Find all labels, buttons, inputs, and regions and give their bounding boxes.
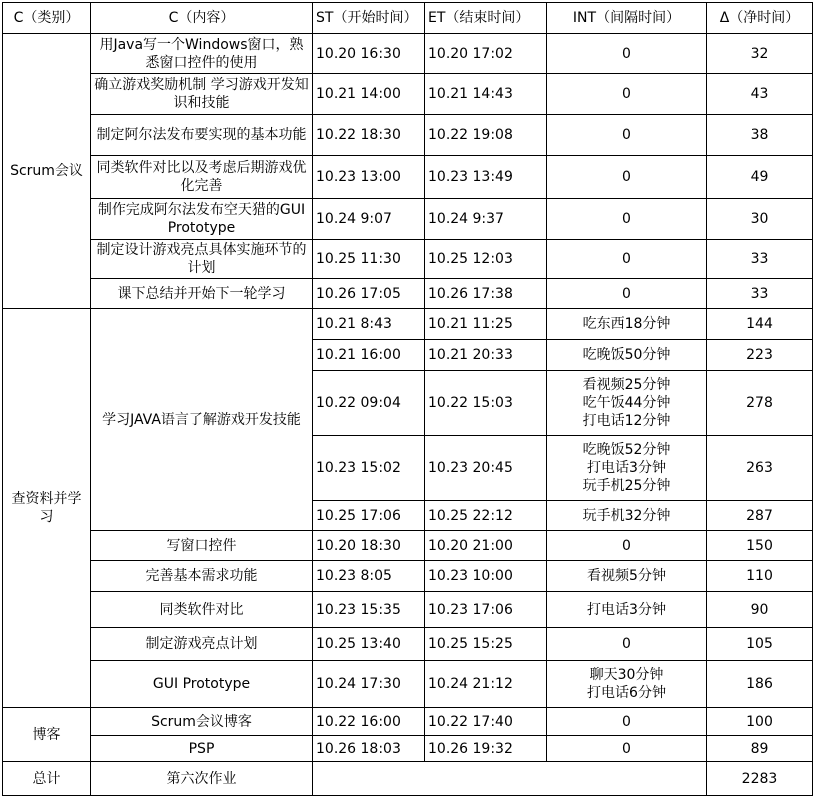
content-cell: 完善基本需求功能: [91, 561, 313, 592]
content-cell: 制定设计游戏亮点具体实施环节的计划: [91, 240, 313, 279]
interval-text: 吃晚饭52分钟: [582, 442, 671, 458]
start-time-cell: 10.25 17:06: [313, 501, 425, 531]
interval-cell: [547, 199, 707, 240]
end-time-cell: 10.21 20:33: [425, 340, 547, 371]
start-time-cell: 10.21 16:00: [313, 340, 425, 371]
content-cell: PSP: [91, 736, 313, 762]
interval-text: 0: [622, 45, 631, 62]
net-time-cell: 186: [707, 661, 813, 708]
interval-cell: [547, 708, 707, 736]
interval-text: 0: [622, 211, 631, 227]
content-cell-java-study: 学习JAVA语言了解游戏开发技能: [91, 309, 313, 531]
content-cell: GUI Prototype: [91, 661, 313, 708]
interval-text: 看视频25分钟: [582, 377, 671, 393]
total-category-cell: 总计: [3, 762, 91, 796]
interval-text: 打电话12分钟: [582, 413, 671, 429]
interval-text: 0: [622, 169, 631, 185]
net-time-cell: 287: [707, 501, 813, 531]
end-time-cell: 10.24 21:12: [425, 661, 547, 708]
table-row: [3, 279, 813, 309]
table-row: [3, 628, 813, 661]
start-time-cell: 10.21 8:43: [313, 309, 425, 340]
interval-cell: [547, 156, 707, 199]
start-time-cell: 10.20 18:30: [313, 531, 425, 561]
end-time-cell: 10.20 21:00: [425, 531, 547, 561]
end-time-cell: 10.22 15:03: [425, 371, 547, 436]
table-row: [3, 156, 813, 199]
start-time-cell: 10.26 18:03: [313, 736, 425, 762]
interval-text: 0: [622, 86, 631, 102]
content-cell: 同类软件对比以及考虑后期游戏优化完善: [91, 156, 313, 199]
header-end-time: ET（结束时间）: [425, 3, 547, 34]
net-time-cell: 105: [707, 628, 813, 661]
header-net-time: Δ（净时间）: [707, 3, 813, 34]
header-start-time: ST（开始时间）: [313, 3, 425, 34]
interval-cell: [547, 501, 707, 531]
category-cell-blog: 博客: [3, 708, 91, 762]
psp-time-log-table: [2, 2, 813, 796]
interval-text: 0: [622, 285, 631, 302]
net-time-cell: 144: [707, 309, 813, 340]
net-time-cell: 89: [707, 736, 813, 762]
table-row: [3, 74, 813, 115]
start-time-cell: 10.25 13:40: [313, 628, 425, 661]
net-time-cell: 263: [707, 436, 813, 501]
interval-text: 0: [622, 740, 631, 757]
interval-cell: [547, 661, 707, 708]
total-row: [3, 762, 813, 796]
end-time-cell: 10.26 19:32: [425, 736, 547, 762]
interval-text: 0: [622, 251, 631, 267]
content-cell: 用Java写一个Windows窗口，熟悉窗口控件的使用: [91, 34, 313, 74]
end-time-cell: 10.23 17:06: [425, 592, 547, 628]
interval-text: 吃东西18分钟: [582, 316, 671, 332]
net-time-cell: 38: [707, 115, 813, 156]
content-cell: 制定游戏亮点计划: [91, 628, 313, 661]
start-time-cell: 10.24 17:30: [313, 661, 425, 708]
category-cell-scrum: Scrum会议: [3, 34, 91, 309]
table-row: [3, 115, 813, 156]
start-time-cell: 10.23 8:05: [313, 561, 425, 592]
end-time-cell: 10.22 17:40: [425, 708, 547, 736]
net-time-cell: 150: [707, 531, 813, 561]
interval-cell: [547, 74, 707, 115]
start-time-cell: 10.22 18:30: [313, 115, 425, 156]
interval-text: 打电话3分钟: [587, 601, 666, 618]
header-row: [3, 3, 813, 34]
interval-cell: [547, 309, 707, 340]
interval-cell: [547, 371, 707, 436]
category-cell-research: 查资料并学习: [3, 309, 91, 708]
end-time-cell: 10.22 19:08: [425, 115, 547, 156]
content-cell: 确立游戏奖励机制 学习游戏开发知识和技能: [91, 74, 313, 115]
net-time-cell: 32: [707, 34, 813, 74]
table-row: [3, 199, 813, 240]
end-time-cell: 10.23 13:49: [425, 156, 547, 199]
start-time-cell: 10.20 16:30: [313, 34, 425, 74]
header-category: C（类别）: [3, 3, 91, 34]
net-time-cell: 90: [707, 592, 813, 628]
table-row: [3, 592, 813, 628]
total-content-cell: 第六次作业: [91, 762, 313, 796]
end-time-cell: 10.24 9:37: [425, 199, 547, 240]
interval-cell: [547, 561, 707, 592]
start-time-cell: 10.25 11:30: [313, 240, 425, 279]
content-cell: 制作完成阿尔法发布空天猎的GUI Prototype: [91, 199, 313, 240]
start-time-cell: 10.23 15:35: [313, 592, 425, 628]
table-row: [3, 708, 813, 736]
table-row: [3, 309, 813, 340]
content-cell: 课下总结并开始下一轮学习: [91, 279, 313, 309]
interval-cell: [547, 240, 707, 279]
content-cell: 制定阿尔法发布要实现的基本功能: [91, 115, 313, 156]
interval-cell: [547, 115, 707, 156]
interval-text: 玩手机25分钟: [582, 478, 671, 494]
end-time-cell: 10.25 15:25: [425, 628, 547, 661]
interval-cell: [547, 34, 707, 74]
header-content: C（内容）: [91, 3, 313, 34]
interval-cell: [547, 736, 707, 762]
total-net-time-cell: 2283: [707, 762, 813, 796]
net-time-cell: 278: [707, 371, 813, 436]
net-time-cell: 33: [707, 240, 813, 279]
interval-text: 打电话3分钟: [587, 460, 666, 476]
table-row: [3, 736, 813, 762]
content-cell: Scrum会议博客: [91, 708, 313, 736]
end-time-cell: 10.23 10:00: [425, 561, 547, 592]
table-row: [3, 240, 813, 279]
interval-text: 看视频5分钟: [587, 568, 666, 584]
net-time-cell: 100: [707, 708, 813, 736]
start-time-cell: 10.23 15:02: [313, 436, 425, 501]
start-time-cell: 10.23 13:00: [313, 156, 425, 199]
end-time-cell: 10.25 12:03: [425, 240, 547, 279]
net-time-cell: 49: [707, 156, 813, 199]
net-time-cell: 43: [707, 74, 813, 115]
interval-text: 0: [622, 127, 631, 143]
start-time-cell: 10.24 9:07: [313, 199, 425, 240]
table-row: [3, 34, 813, 74]
start-time-cell: 10.22 16:00: [313, 708, 425, 736]
net-time-cell: 110: [707, 561, 813, 592]
end-time-cell: 10.26 17:38: [425, 279, 547, 309]
total-empty-cell: [313, 762, 707, 796]
interval-text: 0: [622, 713, 631, 730]
interval-cell: [547, 436, 707, 501]
header-interval: INT（间隔时间）: [547, 3, 707, 34]
end-time-cell: 10.25 22:12: [425, 501, 547, 531]
start-time-cell: 10.26 17:05: [313, 279, 425, 309]
interval-cell: [547, 628, 707, 661]
interval-cell: [547, 592, 707, 628]
start-time-cell: 10.22 09:04: [313, 371, 425, 436]
interval-text: 聊天30分钟: [589, 667, 664, 683]
end-time-cell: 10.23 20:45: [425, 436, 547, 501]
content-cell: 同类软件对比: [91, 592, 313, 628]
start-time-cell: 10.21 14:00: [313, 74, 425, 115]
table-row: [3, 661, 813, 708]
interval-cell: [547, 340, 707, 371]
net-time-cell: 30: [707, 199, 813, 240]
table-row: [3, 561, 813, 592]
end-time-cell: 10.21 11:25: [425, 309, 547, 340]
interval-cell: [547, 531, 707, 561]
interval-cell: [547, 279, 707, 309]
interval-text: 0: [622, 636, 631, 652]
interval-text: 0: [622, 537, 631, 554]
net-time-cell: 33: [707, 279, 813, 309]
interval-text: 吃午饭44分钟: [582, 395, 671, 411]
content-cell: 写窗口控件: [91, 531, 313, 561]
net-time-cell: 223: [707, 340, 813, 371]
end-time-cell: 10.20 17:02: [425, 34, 547, 74]
interval-text: 打电话6分钟: [587, 685, 666, 701]
table-row: [3, 531, 813, 561]
end-time-cell: 10.21 14:43: [425, 74, 547, 115]
interval-text: 玩手机32分钟: [582, 507, 671, 524]
interval-text: 吃晚饭50分钟: [582, 347, 671, 363]
